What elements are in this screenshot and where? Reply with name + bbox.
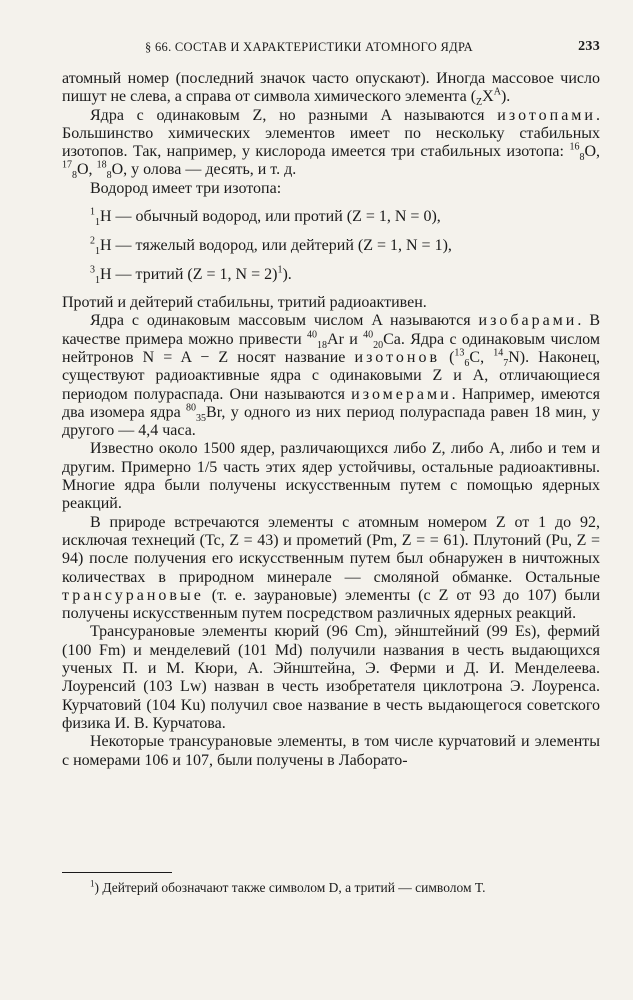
page-body: [62, 70, 600, 770]
paragraph-1: атомный номер (последний значок часто опускают). Иногда массовое число пишут не слева, а справа от символа химического элемента $(_ZX^A)$.: [62, 70, 600, 109]
paragraph-isobars: Ядра с одинаковым массовым числом A называются изобарами. В качестве примера можно привести $^{40}_{18}$Ar и $^{40}_{20}$Ca. Ядра с одинаковым числом нейтронов N = A − Z носят название изотонов ($^{13}_6$C, $^{14}_7$N). Наконец, существуют радиоактивные ядра с одинаковыми Z и A, отличающиеся периодом полураспада. Они называются изомерами. Например, имеются два изомера ядра $^{80}_{35}$Br, у одного из них период полураспада равен 18 мин, у другого — 4,4 часа.: [62, 312, 601, 440]
term-transuranic: трансурановые: [62, 586, 204, 604]
formula-tritium: $^3_1$H — тритий (Z = 1, N = 2)$^1$).: [90, 264, 292, 287]
paragraph-hydrogen: Водород имеет три изотопа:: [90, 179, 282, 197]
formula-deuterium: $^2_1$H — тяжелый водород, или дейтерий (Z = 1, N = 1),: [90, 235, 452, 258]
running-title: § 66. СОСТАВ И ХАРАКТЕРИСТИКИ АТОМНОГО ЯДРА: [145, 40, 473, 54]
running-header: [60, 40, 600, 60]
paragraph-nuclei-count: Известно около 1500 ядер, различающихся либо Z, либо A, либо и тем и другим. Примерно 1/5 часть этих ядер устойчивы, остальные радиоактивны. Многие ядра были получены искусственным путем с помощью ядерных реакций.: [62, 440, 600, 513]
term-isobars: изобарами: [478, 312, 578, 330]
term-isotones: изотонов: [354, 348, 440, 366]
footnote: $^1$) Дейтерий обозначают также символом D, а тритий — символом T.: [90, 878, 486, 895]
paragraph-laboratory: Некоторые трансурановые элементы, в том числе курчатовий и элементы с номерами 106 и 107, были получены в Лаборато-: [62, 733, 600, 769]
footnote-ref: 1: [277, 264, 283, 276]
page-number: 233: [578, 39, 600, 54]
term-isomers: изомерами: [351, 385, 452, 403]
term-isotopes: изотопами: [497, 106, 596, 124]
footnote-divider: [62, 872, 172, 873]
paragraph-stability: Протий и дейтерий стабильны, тритий радиоактивен.: [62, 294, 427, 312]
paragraph-transuranic-names: Трансурановые элементы кюрий (96 Cm), эйнштейний (99 Es), фермий (100 Fm) и менделевий (101 Md) получили названия в честь выдающихся ученых П. и М. Кюри, А. Эйнштейна, Э. Ферми и Д. И. Менделеева. Лоуренсий (103 Lw) назван в честь изобретателя циклотрона Э. Лоуренса. Курчатовий (104 Ku) получил свое название в честь выдающегося советского физика И. В. Курчатова.: [62, 623, 600, 732]
formula-protium: $^1_1$H — обычный водород, или протий (Z = 1, N = 0),: [90, 206, 441, 229]
paragraph-isotopes: Ядра с одинаковым Z, но разными A называются изотопами. Большинство химических элементов имеет по нескольку стабильных изотопов. Так, например, у кислорода имеется три стабильных изотопа: $^{16}_8$O, $^{17}_8$O, $^{18}_8$O, у олова — десять, и т. д.: [62, 106, 600, 182]
paragraph-natural-elements: В природе встречаются элементы с атомным номером Z от 1 до 92, исключая технеций (Tc, Z = 43) и прометий (Pm, Z = = 61). Плутоний (Pu, Z = 94) после получения его искусственным путем был обнаружен в ничтожных количествах в природном минерале — смоляной обманке. Остальные трансурановые (т. е. заурановые) элементы (с Z от 93 до 107) были получены искусственным путем посредством различных ядерных реакций.: [62, 513, 600, 623]
